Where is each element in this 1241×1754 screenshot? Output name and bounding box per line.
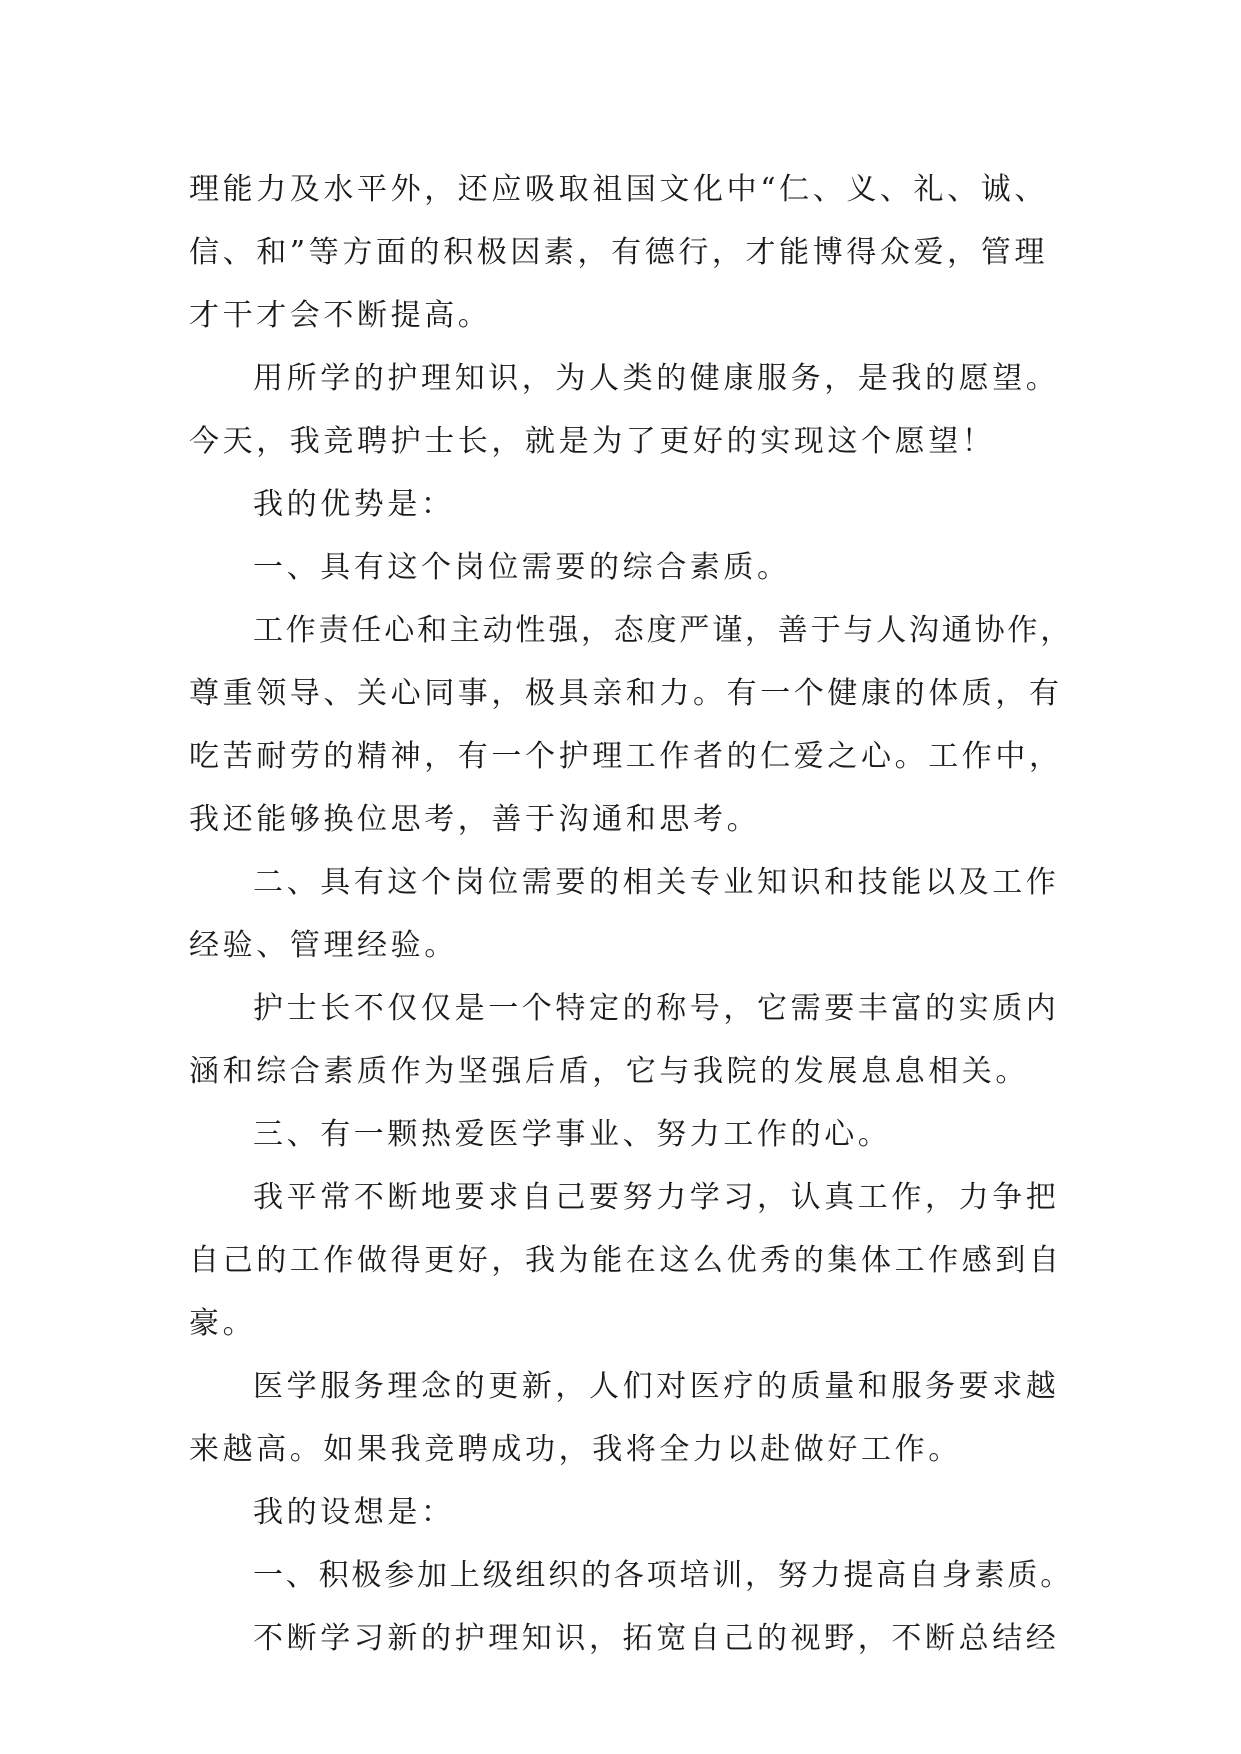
text-line: 涵和综合素质作为坚强后盾，它与我院的发展息息相关。 (189, 1054, 1029, 1089)
text-line: 经验、管理经验。 (189, 928, 458, 963)
text-line: 自己的工作做得更好，我为能在这么优秀的集体工作感到自 (189, 1243, 1063, 1278)
text-line: 护士长不仅仅是一个特定的称号，它需要丰富的实质内 (253, 991, 1060, 1026)
text-line: 我的设想是： (253, 1495, 455, 1530)
text-line: 豪。 (189, 1306, 257, 1341)
text-line: 来越高。如果我竞聘成功，我将全力以赴做好工作。 (189, 1432, 962, 1467)
text-line: 才干才会不断提高。 (189, 298, 492, 333)
text-line: 吃苦耐劳的精神，有一个护理工作者的仁爱之心。工作中， (189, 739, 1063, 774)
text-line: 今天，我竞聘护士长，就是为了更好的实现这个愿望！ (189, 424, 996, 459)
text-line: 三、有一颗热爱医学事业、努力工作的心。 (253, 1117, 892, 1152)
text-line: 尊重领导、关心同事，极具亲和力。有一个健康的体质，有 (189, 676, 1063, 711)
text-line: 理能力及水平外，还应吸取祖国文化中“仁、义、礼、诚、 (189, 172, 1048, 207)
text-line: 一、积极参加上级组织的各项培训，努力提高自身素质。 (253, 1558, 1073, 1593)
text-line: 信、和”等方面的积极因素，有德行，才能博得众爱，管理 (189, 235, 1048, 270)
text-line: 不断学习新的护理知识，拓宽自己的视野，不断总结经 (253, 1621, 1060, 1656)
text-line: 我平常不断地要求自己要努力学习，认真工作，力争把 (253, 1180, 1060, 1215)
text-line: 用所学的护理知识，为人类的健康服务，是我的愿望。 (253, 361, 1060, 396)
document-body (189, 158, 1074, 1670)
text-line: 我还能够换位思考，善于沟通和思考。 (189, 802, 761, 837)
text-line: 工作责任心和主动性强，态度严谨，善于与人沟通协作， (253, 613, 1073, 648)
text-line: 医学服务理念的更新，人们对医疗的质量和服务要求越 (253, 1369, 1060, 1404)
text-line: 二、具有这个岗位需要的相关专业知识和技能以及工作 (253, 865, 1060, 900)
text-line: 一、具有这个岗位需要的综合素质。 (253, 550, 791, 585)
text-line: 我的优势是： (253, 487, 455, 522)
